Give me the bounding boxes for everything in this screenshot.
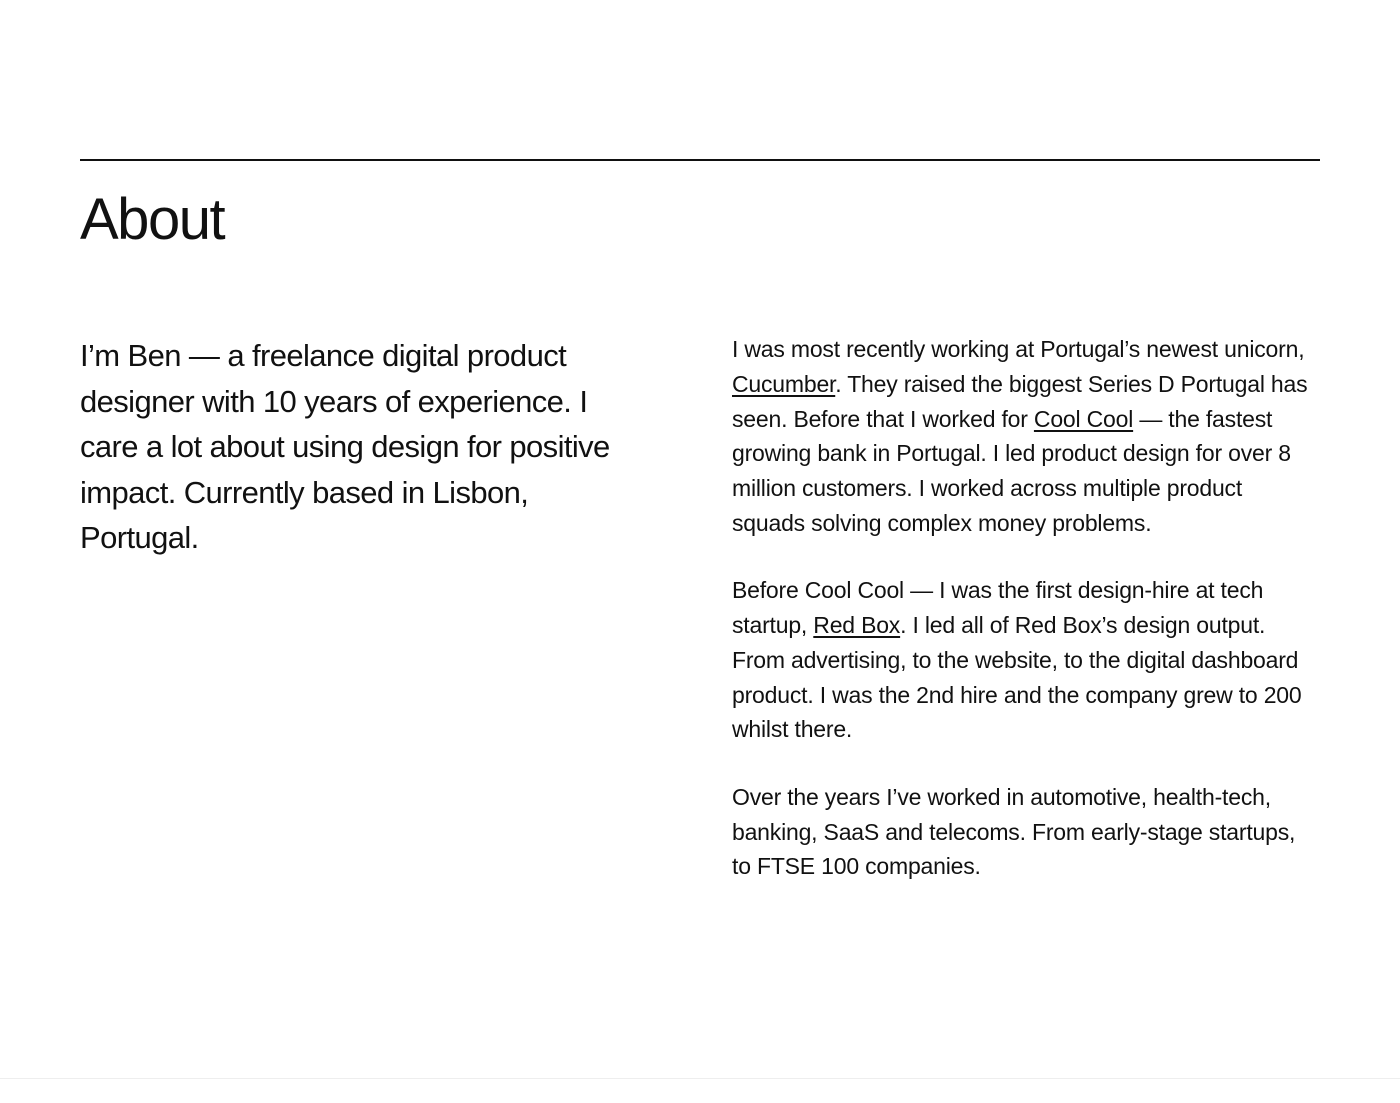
bio-paragraph-1	[732, 332, 1320, 541]
cool-cool-link[interactable]: Cool Cool	[1033, 405, 1134, 432]
bio-column	[732, 332, 1320, 917]
bio-paragraph-2	[732, 573, 1320, 747]
footer-divider	[0, 1078, 1400, 1079]
page-title: About	[80, 187, 225, 252]
section-divider	[80, 159, 1320, 161]
bio-paragraph-1-text-b: . They raised the biggest Series D Portugal has seen. Before that I worked for	[732, 370, 1308, 432]
bio-paragraph-3: Over the years I’ve worked in automotive, health-tech, banking, SaaS and telecoms. From early-stage startups, to FTSE 100 companies.	[732, 783, 1296, 880]
bio-paragraph-1-text-a: I was most recently working at Portugal’s newest unicorn,	[732, 336, 1305, 362]
bio-paragraph-2-text-a: Before Cool Cool — I was the first design-hire at tech startup,	[732, 577, 1264, 639]
red-box-link[interactable]: Red Box	[813, 612, 901, 639]
bio-paragraph-1-text-c: — the fastest growing bank in Portugal. I led product design for over 8 million customers. I worked across multiple product squads solving complex money problems.	[732, 405, 1291, 536]
cucumber-link[interactable]: Cucumber	[732, 370, 836, 397]
bio-paragraph-2-text-b: . I led all of Red Box’s design output. From advertising, to the website, to the digital dashboard product. I was the 2nd hire and the company grew to 200 whilst there.	[732, 612, 1302, 743]
intro-text: I’m Ben — a freelance digital product designer with 10 years of experience. I care a lot about using design for positive impact. Currently based in Lisbon, Portugal.	[80, 338, 610, 555]
